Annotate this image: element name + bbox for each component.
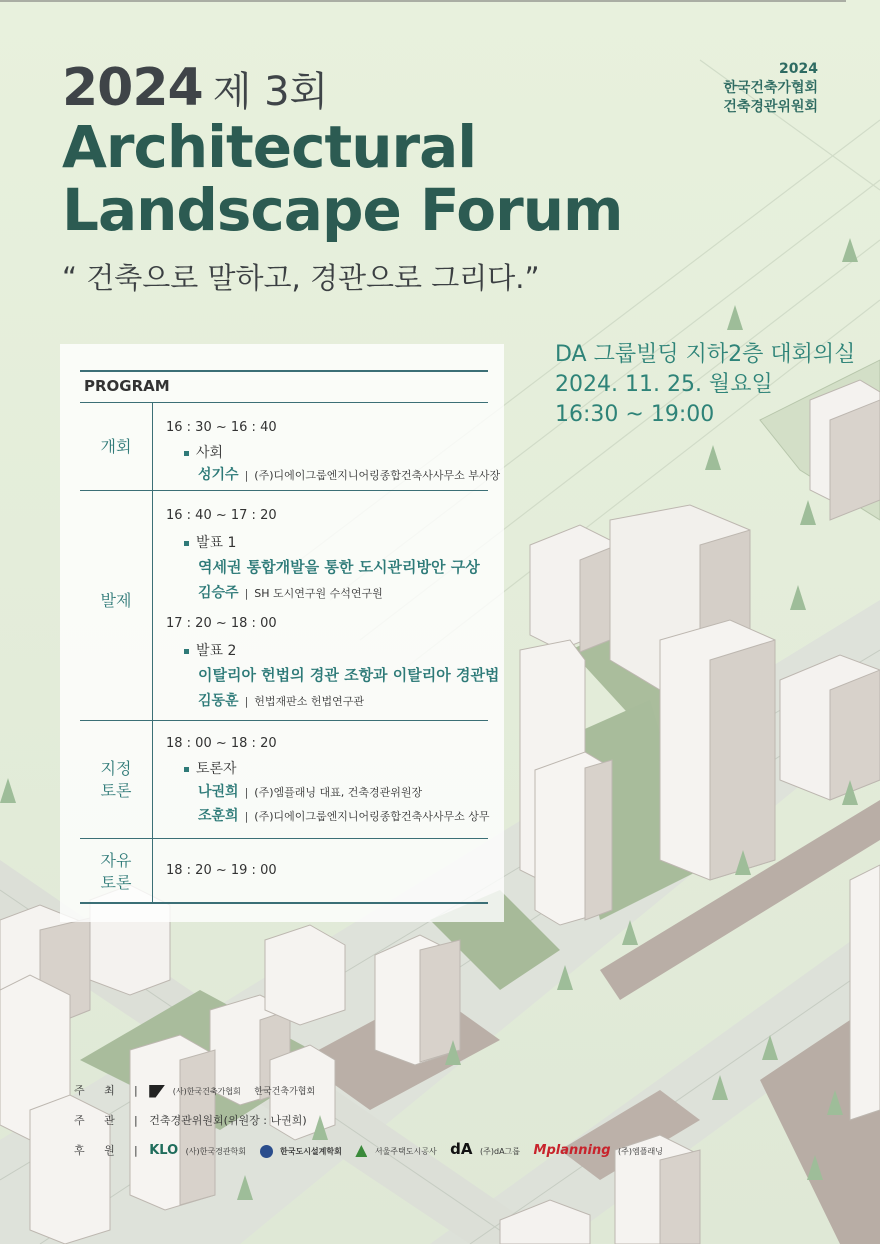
- program-header: [80, 370, 488, 403]
- sponsor-name: 한국도시설계학회: [280, 1147, 342, 1156]
- organizer-line-2: 건축경관위원회: [723, 99, 818, 115]
- section-divider: [152, 490, 153, 720]
- section-designated-discussion: [80, 720, 488, 839]
- speaker-name: 나권희: [198, 784, 239, 800]
- speaker-name: 성기수: [198, 467, 239, 483]
- host-logo-text: (사)한국건축가협회: [172, 1087, 241, 1096]
- section-label-line: 자유: [100, 851, 132, 870]
- section-label: 발제: [100, 591, 132, 610]
- host-name: 한국건축가협회: [254, 1087, 316, 1097]
- section-divider: [152, 838, 153, 902]
- speaker-name: 김동훈: [198, 693, 239, 709]
- title-line-1: Architectural: [62, 113, 477, 181]
- footer-label: 주 관: [74, 1114, 123, 1127]
- sponsor-name: (주)dA그룹: [480, 1147, 521, 1156]
- section-label-line: 토론: [100, 873, 132, 892]
- time-slot: 17 : 20 ~ 18 : 00: [166, 616, 277, 631]
- da-logo-icon: dA: [450, 1140, 473, 1158]
- organizer-name: 건축경관위원회(위원장 : 나권희): [149, 1114, 307, 1127]
- mplanning-logo-icon: Mplanning: [533, 1143, 611, 1158]
- speaker-name: 조훈희: [198, 808, 239, 824]
- agenda-item: 토론자: [184, 758, 237, 778]
- speaker-role: SH 도시연구원 수석연구원: [254, 587, 383, 600]
- section-label-line: 지정: [100, 759, 132, 778]
- host-logo-icon: [149, 1085, 165, 1098]
- venue-place: DA 그룹빌딩 지하2층 대회의실: [555, 342, 856, 367]
- presentation-topic: 역세권 통합개발을 통한 도시관리방안 구상: [198, 558, 480, 576]
- title-line-2: Landscape Forum: [62, 176, 623, 244]
- footer-sponsors: 후 원 | KLO (사)한국경관학회 한국도시설계학회 서울주택도시공사 dA (주)dA그룹 Mplanning (주)엠플래닝: [74, 1140, 663, 1158]
- title-row: [62, 58, 328, 118]
- agenda-item: 발표 1: [184, 532, 236, 552]
- klo-logo-icon: KLO: [149, 1143, 179, 1158]
- venue-date: 2024. 11. 25. 월요일: [555, 372, 773, 397]
- speaker-role: (주)엠플래닝 대표, 건축경관위원장: [254, 786, 423, 799]
- speaker: 김동훈 | 헌법재판소 헌법연구관: [198, 693, 365, 709]
- agenda-item: 발표 2: [184, 640, 236, 660]
- section-label-line: 토론: [100, 781, 132, 800]
- speaker-role: 헌법재판소 헌법연구관: [254, 695, 365, 708]
- section-free-discussion: [80, 838, 488, 904]
- footer-label: 후 원: [74, 1144, 123, 1157]
- event-edition: 제 3회: [212, 69, 329, 115]
- venue-info: [555, 340, 855, 430]
- presentation-topic: 이탈리아 헌법의 경관 조항과 이탈리아 경관법: [198, 666, 500, 684]
- event-year: 2024: [62, 58, 203, 118]
- organizer-line-1: 한국건축가협회: [723, 80, 818, 96]
- footer-label: 주 최: [74, 1084, 123, 1097]
- speaker: 나권희 | (주)엠플래닝 대표, 건축경관위원장: [198, 784, 423, 800]
- section-divider: [152, 402, 153, 490]
- speaker-role: (주)디에이그룹엔지니어링종합건축사사무소 상무: [254, 810, 490, 823]
- section-opening: [80, 402, 501, 491]
- speaker-role: (주)디에이그룹엔지니어링종합건축사사무소 부사장: [254, 469, 501, 482]
- section-divider: [152, 720, 153, 838]
- venue-time: 16:30 ~ 19:00: [555, 402, 715, 427]
- speaker: 조훈희 | (주)디에이그룹엔지니어링종합건축사사무소 상무: [198, 808, 490, 824]
- section-label: [80, 850, 152, 894]
- time-slot: 18 : 20 ~ 19 : 00: [166, 863, 277, 878]
- organizer-year: 2024: [779, 61, 818, 77]
- sponsor-name: (주)엠플래닝: [618, 1147, 663, 1156]
- speaker: 김승주 | SH 도시연구원 수석연구원: [198, 585, 383, 601]
- time-slot: 16 : 40 ~ 17 : 20: [166, 508, 277, 523]
- sh-logo-icon: [355, 1145, 367, 1157]
- section-label: [80, 758, 152, 802]
- section-presentation: [80, 490, 500, 721]
- organizer-block: [723, 60, 818, 117]
- speaker: 성기수 | (주)디에이그룹엔지니어링종합건축사사무소 부사장: [198, 467, 501, 483]
- footer-host: 주 최 | (사)한국건축가협회 한국건축가협회: [74, 1084, 316, 1097]
- time-slot: 18 : 00 ~ 18 : 20: [166, 736, 277, 751]
- program-title: PROGRAM: [84, 377, 170, 395]
- page-title: [62, 113, 623, 244]
- footer-organize: 주 관 | 건축경관위원회(위원장 : 나권희): [74, 1114, 307, 1127]
- kuds-logo-icon: [260, 1145, 273, 1158]
- subtitle: “ 건축으로 말하고, 경관으로 그리다.”: [62, 261, 540, 295]
- sponsor-name: 서울주택도시공사: [374, 1147, 437, 1156]
- section-label: 개회: [100, 437, 132, 456]
- time-slot: 16 : 30 ~ 16 : 40: [166, 420, 277, 435]
- speaker-name: 김승주: [198, 585, 239, 601]
- agenda-item: 사회: [184, 442, 223, 462]
- sponsor-name: (사)한국경관학회: [185, 1147, 247, 1156]
